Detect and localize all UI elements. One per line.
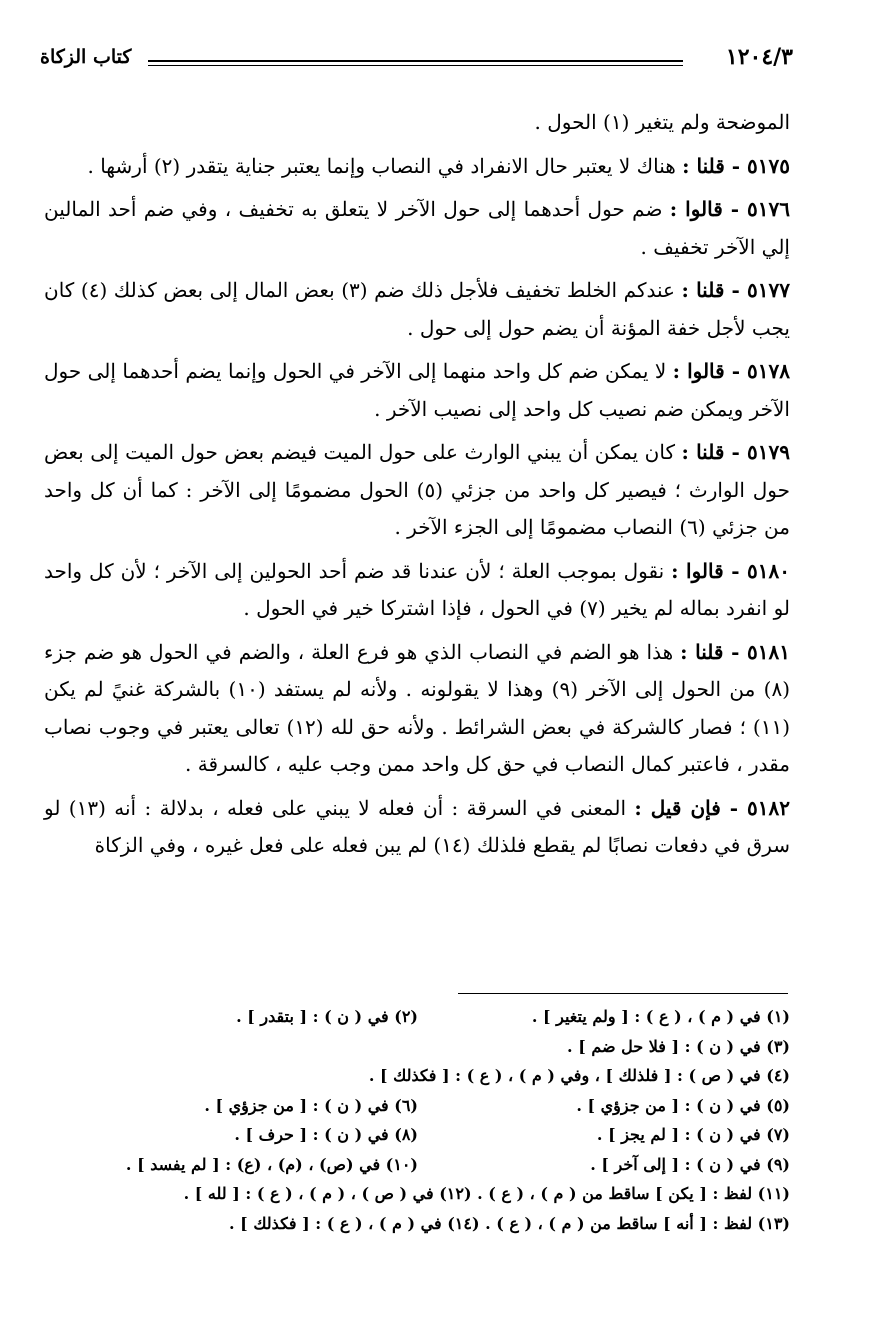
main-text	[44, 104, 790, 871]
paragraph-lead: - قالوا :	[672, 359, 748, 383]
footnote: (٩) في ( ن ) : [ إلى آخر ] .	[590, 1154, 790, 1174]
paragraph-lead: - قالوا :	[669, 197, 748, 221]
footnote: (٥) في ( ن ) : [ من جزؤي ] .	[576, 1095, 790, 1115]
footnote: (٤) في ( ص ) : [ فلذلك ] ، وفي ( م ) ، ( ع ) : [ فكذلك ] .	[368, 1066, 790, 1085]
paragraph	[44, 553, 790, 628]
paragraph	[44, 634, 790, 784]
footnote-row	[44, 1091, 790, 1121]
book-title: كتاب الزكاة	[40, 46, 132, 68]
paragraph-text: الموضحة ولم يتغير (١) الحول .	[534, 110, 790, 134]
paragraph-text: ضم حول أحدهما إلى حول الآخر لا يتعلق به تخفيف ، وفي ضم أحد المالين إلي الآخر تخفيف .	[44, 197, 790, 259]
paragraph-number: ٥١٧٧	[747, 278, 791, 302]
paragraph	[44, 790, 790, 865]
paragraph-text: نقول بموجب العلة ؛ لأن عندنا قد ضم أحد الحولين إلى الآخر ؛ لأن كل واحد لو انفرد بماله لم يخير (٧) في الحول ، فإذا اشتركا خير في الحول .	[44, 558, 790, 620]
footnote: (٢) في ( ن ) : [ بتقدر ] .	[236, 1007, 418, 1026]
paragraph-text: المعنى في السرقة : أن فعله لا يبني على فعله ، بدلالة : أنه (١٣) لو سرق في دفعات نصابًا لم يقطع فلذلك (١٤) لم يبن فعله على فعل غيره ، وفي الزكاة	[44, 795, 790, 857]
paragraph-text: هذا هو الضم في النصاب الذي هو فرع العلة ، والضم في الحول هو ضم جزء (٨) من الحول إلى الآخر (٩) وهذا لا يقولونه . ولأنه لم يستفد (١٠) بالشركة غنيً لم يكن (١١) ؛ فصار كالشركة في بعض الشرائط . ولأنه حق لله (١٢) تعالى يعتبر في وجوب نصاب مقدر ، فاعتبر كمال النصاب في حق كل واحد ممن وجب عليه ، كالسرقة .	[44, 639, 791, 776]
footnote-row	[44, 1061, 790, 1091]
paragraph-text: عندكم الخلط تخفيف فلأجل ذلك ضم (٣) بعض المال إلى بعض كذلك (٤) كان يجب لأجل خفة المؤنة أن يضم حول إلى حول .	[44, 278, 790, 340]
footnote-row	[44, 1032, 790, 1062]
paragraph-number: ٥١٨١	[747, 639, 790, 664]
paragraph-text: هناك لا يعتبر حال الانفراد في النصاب وإنما يعتبر جناية يتقدر (٢) أرشها .	[87, 153, 683, 178]
paragraph-number: ٥١٧٥	[747, 153, 790, 178]
paragraph-lead: - قالوا :	[671, 558, 748, 583]
paragraph-text: كان يمكن أن يبني الوارث على حول الميت فيضم بعض حول الميت إلى بعض حول الوارث ؛ فيصير كل واحد من جزئي (٥) الحول مضمومًا إلى الآخر : كما أن كل واحد من جزئي (٦) النصاب مضمومًا إلى الجزء الآخر .	[44, 440, 790, 539]
footnote-row	[44, 1150, 790, 1180]
footnote-row	[44, 1209, 790, 1239]
paragraph-lead: - قلنا :	[681, 440, 748, 464]
paragraph-number: ٥١٧٦	[747, 197, 790, 221]
header-rule	[148, 60, 683, 62]
page-number: ١٢٠٤/٣	[725, 44, 793, 70]
paragraph	[44, 191, 790, 266]
paragraph-lead: - قلنا :	[680, 639, 748, 664]
paragraph-text: لا يمكن ضم كل واحد منهما إلى الآخر في الحول وإنما يضم أحدهما إلى حول الآخر ويمكن ضم نصيب كل واحد إلى نصيب الآخر .	[44, 359, 790, 421]
paragraph	[44, 434, 790, 547]
footnote: (٧) في ( ن ) : [ لم يجز ] .	[596, 1125, 790, 1144]
page-header	[40, 44, 793, 84]
paragraph-lead: - قلنا :	[682, 153, 748, 178]
footnote-row	[44, 1179, 790, 1209]
paragraph	[44, 353, 790, 428]
paragraph-number: ٥١٨٠	[747, 558, 791, 583]
header-rule-thin	[148, 65, 683, 66]
paragraph-number: ٥١٧٨	[747, 359, 790, 383]
paragraph-lead: - قلنا :	[681, 278, 748, 302]
footnote-row	[44, 1002, 790, 1032]
paragraph	[44, 104, 790, 142]
footnote: (٦) في ( ن ) : [ من جزؤي ] .	[204, 1095, 418, 1115]
footnote: (٣) في ( ن ) : [ فلا حل ضم ] .	[567, 1036, 790, 1056]
paragraph-lead: - فإن قيل :	[634, 795, 748, 820]
footnote-separator	[458, 993, 788, 994]
footnotes	[44, 1002, 790, 1238]
footnote: (١٣) لفظ : [ أنه ] ساقط من ( م ) ، ( ع ) . (١٤) في ( م ) ، ( ع ) : [ فكذلك ] .	[229, 1213, 790, 1233]
footnote: (٨) في ( ن ) : [ حرف ] .	[234, 1125, 418, 1144]
paragraph-number: ٥١٧٩	[747, 440, 790, 464]
footnote: (١٠) في (ص) ، (م) ، (ع) : [ لم يفسد ] .	[125, 1154, 418, 1174]
footnote: (١) في ( م ) ، ( ع ) : [ ولم يتغير ] .	[531, 1007, 790, 1026]
paragraph	[44, 148, 790, 186]
paragraph	[44, 272, 790, 347]
paragraph-number: ٥١٨٢	[747, 795, 791, 820]
footnote-row	[44, 1120, 790, 1150]
footnote: (١١) لفظ : [ يكن ] ساقط من ( م ) ، ( ع ) . (١٢) في ( ص ) ، ( م ) ، ( ع ) : [ لله ] .	[183, 1184, 790, 1203]
